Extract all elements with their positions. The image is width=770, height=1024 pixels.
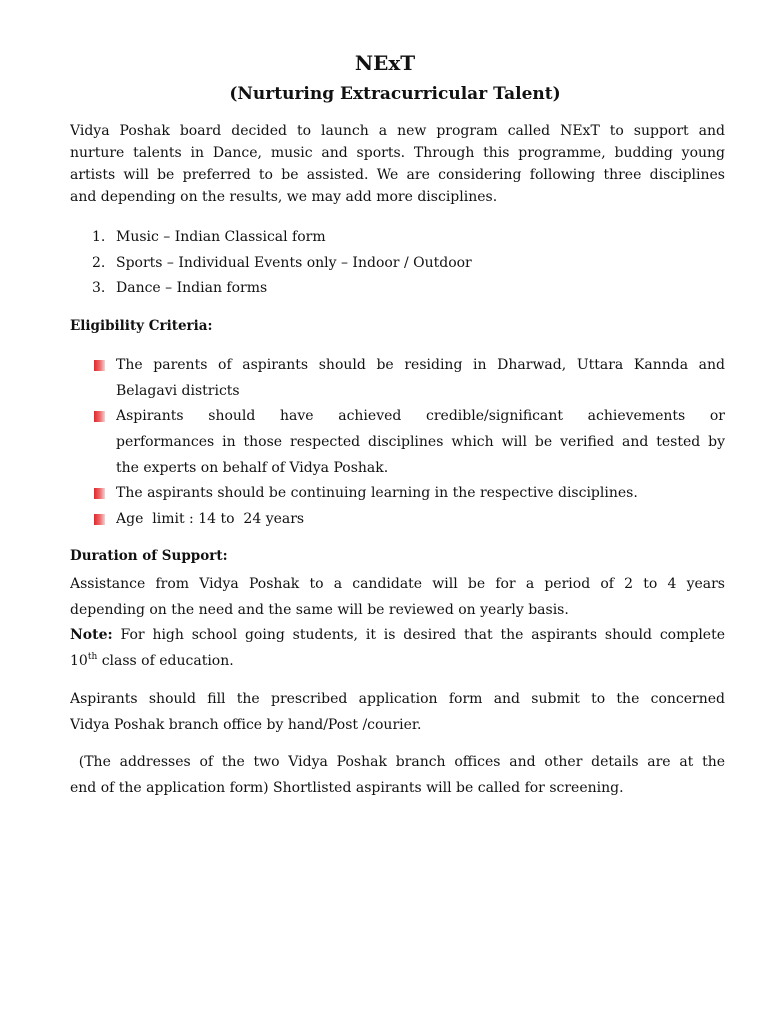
list-text: the experts on behalf of Vidya Poshak.	[116, 459, 389, 476]
disciplines-list	[92, 226, 472, 303]
list-item	[92, 252, 472, 278]
duration-line: Assistance from Vidya Poshak to a candidate will be for a period of 2 to 4 years	[70, 576, 725, 592]
list-item	[92, 226, 472, 252]
application-line: Vidya Poshak branch office by hand/Post /courier.	[70, 716, 422, 733]
list-item	[94, 354, 725, 405]
duration-heading: Duration of Support:	[70, 548, 228, 564]
intro-line: and depending on the results, we may add more disciplines.	[70, 189, 498, 205]
eligibility-heading: Eligibility Criteria:	[70, 318, 213, 334]
note-line	[70, 650, 725, 676]
intro-line: nurture talents in Dance, music and sports. Through this programme, budding young	[70, 145, 725, 161]
list-text: Music – Indian Classical form	[116, 229, 326, 245]
duration-line: depending on the need and the same will be reviewed on yearly basis.	[70, 601, 569, 618]
list-text: Aspirants should have achieved credible/significant achievements or	[116, 408, 725, 425]
list-text: The aspirants should be continuing learning in the respective disciplines.	[116, 485, 638, 502]
note-label: Note:	[70, 627, 113, 643]
addresses-line: (The addresses of the two Vidya Poshak branch offices and other details are at the	[70, 754, 725, 770]
addresses-paragraph	[70, 751, 725, 802]
list-item	[92, 277, 472, 303]
bullet-square-icon	[94, 411, 105, 422]
addresses-line: end of the application form) Shortlisted aspirants will be called for screening.	[70, 779, 624, 796]
list-number: 2.	[92, 254, 106, 271]
list-item	[94, 482, 725, 508]
eligibility-list	[94, 354, 725, 534]
list-item	[94, 405, 725, 482]
bullet-square-icon	[94, 360, 105, 371]
intro-paragraph	[70, 120, 725, 208]
document-subtitle: (Nurturing Extracurricular Talent)	[229, 84, 561, 104]
intro-line: Vidya Poshak board decided to launch a new program called NExT to support and	[70, 123, 725, 139]
note-class-number: 10	[70, 652, 88, 669]
list-number: 3.	[92, 280, 106, 296]
intro-line: artists will be preferred to be assisted. We are considering following three disciplines	[70, 167, 725, 183]
note-superscript: th	[87, 651, 98, 662]
bullet-square-icon	[94, 488, 105, 499]
list-text: performances in those respected disciplines which will be verified and tested by	[116, 434, 725, 451]
duration-paragraph	[70, 573, 725, 675]
note-text: For high school going students, it is desired that the aspirants should complete	[112, 627, 725, 643]
list-number: 1.	[92, 229, 106, 245]
application-paragraph	[70, 688, 725, 739]
list-text: Dance – Indian forms	[116, 280, 268, 296]
bullet-square-icon	[94, 514, 105, 525]
list-item	[94, 508, 725, 534]
list-text: The parents of aspirants should be residing in Dharwad, Uttara Kannda and	[116, 357, 725, 373]
application-line: Aspirants should fill the prescribed application form and submit to the concerned	[70, 691, 725, 707]
list-text: Age limit : 14 to 24 years	[116, 511, 305, 528]
list-text: Sports – Individual Events only – Indoor / Outdoor	[116, 254, 472, 271]
document-title: NExT	[354, 51, 416, 75]
note-text: class of education.	[97, 652, 234, 669]
note-line	[70, 624, 725, 650]
list-text: Belagavi districts	[116, 382, 240, 399]
